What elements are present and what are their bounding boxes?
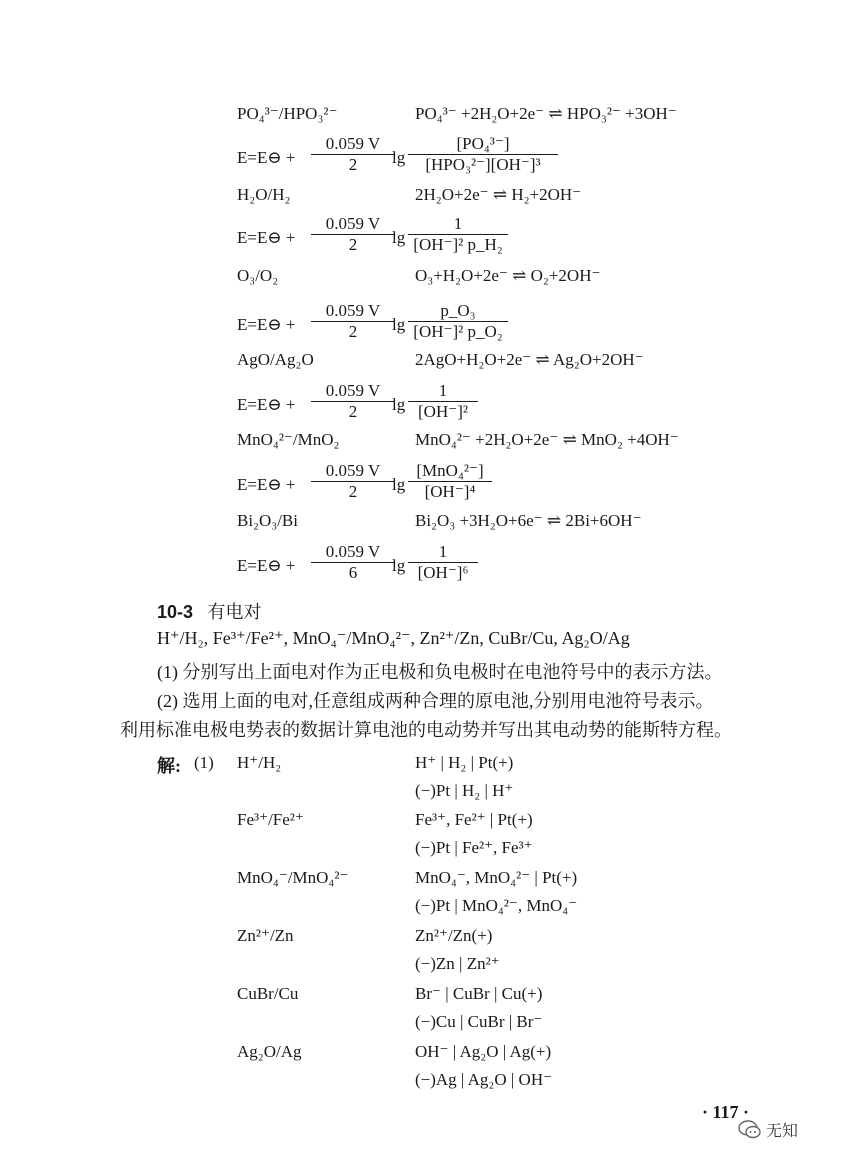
problem-couples: H⁺/H₂, Fe³⁺/Fe²⁺, MnO₄⁻/MnO₄²⁻, Zn²⁺/Zn, CuBr/Cu, Ag₂O/Ag <box>157 628 630 648</box>
coefficient-denominator: 2 <box>348 322 358 341</box>
half-reaction: PO₄³⁻ +2H₂O+2e⁻ ⇌ HPO₃²⁻ +3OH⁻ <box>415 104 677 123</box>
solution-couple: CuBr/Cu <box>237 984 299 1003</box>
solution-couple: Zn²⁺/Zn <box>237 926 294 945</box>
log-numerator: [MnO₄²⁻] <box>408 461 492 482</box>
nernst-lhs: E=E⊖ + <box>237 315 296 334</box>
coefficient-fraction <box>311 461 395 502</box>
solution-couple: Fe³⁺/Fe²⁺ <box>237 810 304 829</box>
solution-couple: Ag₂O/Ag <box>237 1042 302 1061</box>
positive-electrode: Fe³⁺, Fe²⁺ | Pt(+) <box>415 810 533 829</box>
couple-label: AgO/Ag₂O <box>237 350 314 369</box>
positive-electrode: MnO₄⁻, MnO₄²⁻ | Pt(+) <box>415 868 578 887</box>
half-reaction: MnO₄²⁻ +2H₂O+2e⁻ ⇌ MnO₂ +4OH⁻ <box>415 430 679 449</box>
log-fraction <box>408 381 478 422</box>
problem-title: 有电对 <box>207 602 262 622</box>
half-reaction: O₃+H₂O+2e⁻ ⇌ O₂+2OH⁻ <box>415 266 601 285</box>
lg-symbol: lg <box>392 475 406 494</box>
couple-label: O₃/O₂ <box>237 266 279 285</box>
log-fraction <box>408 134 558 175</box>
log-denominator: [OH⁻]² <box>418 402 468 421</box>
watermark <box>738 1118 798 1141</box>
negative-electrode: (−)Pt | H₂ | H⁺ <box>415 781 514 800</box>
negative-electrode: (−)Ag | Ag₂O | OH⁻ <box>415 1070 553 1089</box>
coefficient-numerator: 0.059 V <box>311 214 395 235</box>
coefficient-denominator: 2 <box>348 402 358 421</box>
log-denominator: [OH⁻]² p_O₂ <box>413 322 503 341</box>
coefficient-fraction <box>311 542 395 583</box>
log-fraction <box>408 214 508 255</box>
log-numerator: p_O₃ <box>408 301 508 322</box>
log-numerator: 1 <box>408 214 508 235</box>
positive-electrode: OH⁻ | Ag₂O | Ag(+) <box>415 1042 552 1061</box>
solution-part: (1) <box>194 753 214 772</box>
coefficient-denominator: 2 <box>348 482 358 501</box>
couple-label: PO₄³⁻/HPO₃²⁻ <box>237 104 338 123</box>
coefficient-numerator: 0.059 V <box>311 461 395 482</box>
lg-symbol: lg <box>392 228 406 247</box>
nernst-lhs: E=E⊖ + <box>237 475 296 494</box>
log-denominator: [OH⁻]⁴ <box>424 482 476 501</box>
nernst-lhs: E=E⊖ + <box>237 395 296 414</box>
watermark-text: 无知 <box>766 1121 799 1140</box>
coefficient-fraction <box>311 301 395 342</box>
coefficient-denominator: 2 <box>348 235 358 254</box>
positive-electrode: Zn²⁺/Zn(+) <box>415 926 493 945</box>
coefficient-numerator: 0.059 V <box>311 381 395 402</box>
lg-symbol: lg <box>392 556 406 575</box>
positive-electrode: H⁺ | H₂ | Pt(+) <box>415 753 514 772</box>
coefficient-numerator: 0.059 V <box>311 301 395 322</box>
negative-electrode: (−)Zn | Zn²⁺ <box>415 954 500 973</box>
nernst-lhs: E=E⊖ + <box>237 228 296 247</box>
log-numerator: [PO₄³⁻] <box>408 134 558 155</box>
page-number: · 117 · <box>702 1102 750 1122</box>
log-numerator: 1 <box>408 542 478 563</box>
log-denominator: [OH⁻]⁶ <box>417 563 469 582</box>
negative-electrode: (−)Pt | MnO₄²⁻, MnO₄⁻ <box>415 896 578 915</box>
log-fraction <box>408 461 492 502</box>
chat-bubble-icon <box>738 1119 762 1141</box>
negative-electrode: (−)Pt | Fe²⁺, Fe³⁺ <box>415 838 533 857</box>
log-denominator: [OH⁻]² p_H₂ <box>413 235 503 254</box>
coefficient-fraction <box>311 214 395 255</box>
coefficient-fraction <box>311 381 395 422</box>
couple-label: Bi₂O₃/Bi <box>237 511 298 530</box>
question-2-line1: (2) 选用上面的电对,任意组成两种合理的原电池,分别用电池符号表示。 <box>157 691 714 711</box>
couple-label: H₂O/H₂ <box>237 185 291 204</box>
log-denominator: [HPO₃²⁻][OH⁻]³ <box>425 155 541 174</box>
solution-couple: MnO₄⁻/MnO₄²⁻ <box>237 868 349 887</box>
coefficient-fraction <box>311 134 395 175</box>
coefficient-numerator: 0.059 V <box>311 542 395 563</box>
coefficient-denominator: 6 <box>348 563 358 582</box>
nernst-lhs: E=E⊖ + <box>237 148 296 167</box>
question-1: (1) 分别写出上面电对作为正电极和负电极时在电池符号中的表示方法。 <box>157 662 723 682</box>
lg-symbol: lg <box>392 315 406 334</box>
negative-electrode: (−)Cu | CuBr | Br⁻ <box>415 1012 543 1031</box>
solution-couple: H⁺/H₂ <box>237 753 282 772</box>
problem-heading <box>157 598 262 624</box>
half-reaction: 2H₂O+2e⁻ ⇌ H₂+2OH⁻ <box>415 185 582 204</box>
nernst-lhs: E=E⊖ + <box>237 556 296 575</box>
lg-symbol: lg <box>392 395 406 414</box>
lg-symbol: lg <box>392 148 406 167</box>
log-fraction <box>408 301 508 342</box>
solution-label: 解: <box>157 756 181 776</box>
problem-number: 10-3 <box>157 602 194 622</box>
couple-label: MnO₄²⁻/MnO₂ <box>237 430 340 449</box>
positive-electrode: Br⁻ | CuBr | Cu(+) <box>415 984 543 1003</box>
half-reaction: 2AgO+H₂O+2e⁻ ⇌ Ag₂O+2OH⁻ <box>415 350 644 369</box>
half-reaction: Bi₂O₃ +3H₂O+6e⁻ ⇌ 2Bi+6OH⁻ <box>415 511 642 530</box>
coefficient-denominator: 2 <box>348 155 358 174</box>
log-numerator: 1 <box>408 381 478 402</box>
coefficient-numerator: 0.059 V <box>311 134 395 155</box>
log-fraction <box>408 542 478 583</box>
question-2-line2: 利用标准电极电势表的数据计算电池的电动势并写出其电动势的能斯特方程。 <box>120 720 732 740</box>
